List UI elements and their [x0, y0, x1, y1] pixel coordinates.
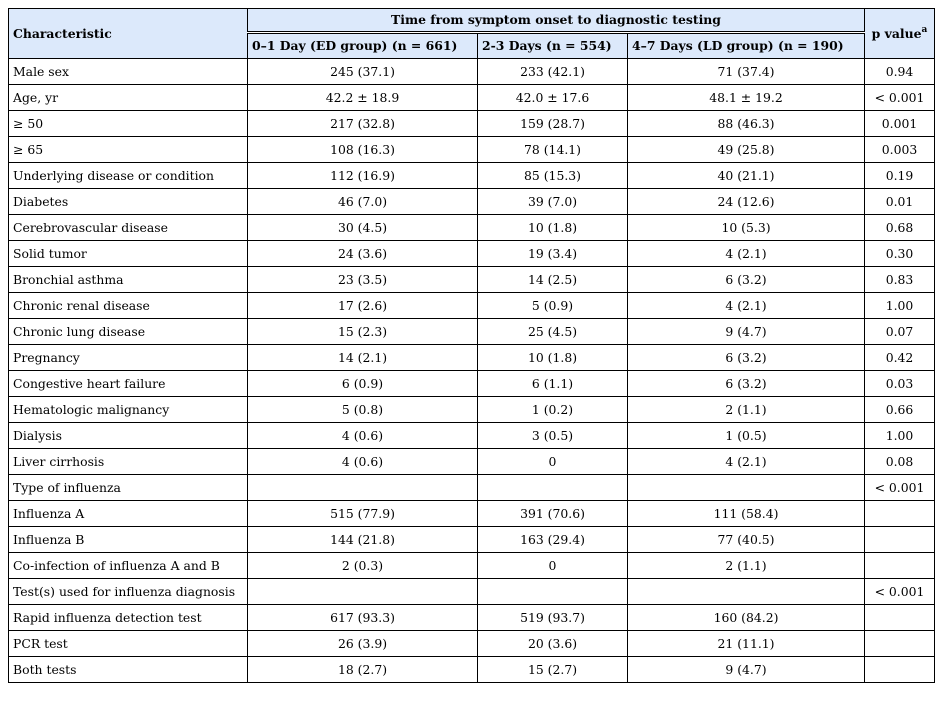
cell-pvalue	[865, 527, 935, 553]
row-label: Both tests	[9, 657, 248, 683]
header-pvalue-sup: a	[921, 25, 928, 35]
table-row	[9, 501, 935, 527]
cell-2-3-days	[478, 475, 628, 501]
table-row	[9, 657, 935, 683]
cell-ed-group	[248, 579, 478, 605]
cell-ed-group: 23 (3.5)	[248, 267, 478, 293]
cell-ld-group: 4 (2.1)	[628, 293, 865, 319]
cell-ld-group: 4 (2.1)	[628, 241, 865, 267]
cell-ed-group: 30 (4.5)	[248, 215, 478, 241]
cell-pvalue: 0.08	[865, 449, 935, 475]
cell-ld-group	[628, 579, 865, 605]
cell-pvalue: 0.19	[865, 163, 935, 189]
cell-pvalue: < 0.001	[865, 475, 935, 501]
row-label: Underlying disease or condition	[9, 163, 248, 189]
cell-pvalue	[865, 501, 935, 527]
cell-pvalue: 0.66	[865, 397, 935, 423]
cell-ed-group: 18 (2.7)	[248, 657, 478, 683]
row-label: Rapid influenza detection test	[9, 605, 248, 631]
row-label: Chronic lung disease	[9, 319, 248, 345]
row-label: Co-infection of influenza A and B	[9, 553, 248, 579]
cell-ed-group: 245 (37.1)	[248, 59, 478, 85]
row-label: Influenza B	[9, 527, 248, 553]
cell-2-3-days: 25 (4.5)	[478, 319, 628, 345]
table-row	[9, 423, 935, 449]
cell-2-3-days: 391 (70.6)	[478, 501, 628, 527]
table-row	[9, 241, 935, 267]
cell-ld-group: 9 (4.7)	[628, 319, 865, 345]
cell-ld-group: 71 (37.4)	[628, 59, 865, 85]
header-pvalue-text: p value	[871, 26, 922, 41]
cell-2-3-days: 0	[478, 553, 628, 579]
table-row	[9, 319, 935, 345]
cell-ld-group: 1 (0.5)	[628, 423, 865, 449]
cell-pvalue: 0.94	[865, 59, 935, 85]
cell-2-3-days: 42.0 ± 17.6	[478, 85, 628, 111]
cell-pvalue: 0.003	[865, 137, 935, 163]
cell-ed-group: 42.2 ± 18.9	[248, 85, 478, 111]
table-row	[9, 475, 935, 501]
cell-ed-group: 26 (3.9)	[248, 631, 478, 657]
cell-ld-group: 6 (3.2)	[628, 345, 865, 371]
row-label: Congestive heart failure	[9, 371, 248, 397]
cell-2-3-days: 3 (0.5)	[478, 423, 628, 449]
cell-2-3-days: 15 (2.7)	[478, 657, 628, 683]
table-row	[9, 449, 935, 475]
row-label: Age, yr	[9, 85, 248, 111]
cell-pvalue: 0.07	[865, 319, 935, 345]
cell-ld-group: 49 (25.8)	[628, 137, 865, 163]
table-row	[9, 631, 935, 657]
row-label: ≥ 65	[9, 137, 248, 163]
cell-ed-group: 217 (32.8)	[248, 111, 478, 137]
cell-ld-group: 6 (3.2)	[628, 371, 865, 397]
cell-2-3-days: 163 (29.4)	[478, 527, 628, 553]
table-row	[9, 371, 935, 397]
header-pvalue	[865, 9, 935, 59]
table-row	[9, 111, 935, 137]
cell-ed-group: 5 (0.8)	[248, 397, 478, 423]
cell-ld-group: 88 (46.3)	[628, 111, 865, 137]
table-row	[9, 189, 935, 215]
cell-ed-group: 4 (0.6)	[248, 423, 478, 449]
cell-pvalue	[865, 657, 935, 683]
characteristics-table	[8, 8, 935, 683]
cell-ed-group: 15 (2.3)	[248, 319, 478, 345]
cell-ld-group: 24 (12.6)	[628, 189, 865, 215]
cell-ld-group: 2 (1.1)	[628, 553, 865, 579]
row-label: Solid tumor	[9, 241, 248, 267]
row-label: Hematologic malignancy	[9, 397, 248, 423]
cell-ed-group: 515 (77.9)	[248, 501, 478, 527]
cell-2-3-days: 14 (2.5)	[478, 267, 628, 293]
cell-ld-group: 40 (21.1)	[628, 163, 865, 189]
row-label: Pregnancy	[9, 345, 248, 371]
header-col-2-3-days: 2-3 Days (n = 554)	[478, 33, 628, 59]
cell-2-3-days: 39 (7.0)	[478, 189, 628, 215]
cell-2-3-days: 233 (42.1)	[478, 59, 628, 85]
cell-ld-group: 48.1 ± 19.2	[628, 85, 865, 111]
cell-2-3-days: 5 (0.9)	[478, 293, 628, 319]
cell-pvalue: 0.001	[865, 111, 935, 137]
cell-pvalue: 0.30	[865, 241, 935, 267]
header-group-title: Time from symptom onset to diagnostic testing	[248, 9, 865, 33]
cell-pvalue: < 0.001	[865, 85, 935, 111]
cell-pvalue	[865, 605, 935, 631]
row-label: Type of influenza	[9, 475, 248, 501]
cell-pvalue	[865, 553, 935, 579]
cell-ld-group: 77 (40.5)	[628, 527, 865, 553]
table-body	[9, 59, 935, 683]
row-label: Chronic renal disease	[9, 293, 248, 319]
row-label: Cerebrovascular disease	[9, 215, 248, 241]
cell-ed-group: 46 (7.0)	[248, 189, 478, 215]
cell-2-3-days: 20 (3.6)	[478, 631, 628, 657]
cell-ld-group: 9 (4.7)	[628, 657, 865, 683]
cell-ed-group: 24 (3.6)	[248, 241, 478, 267]
row-label: Liver cirrhosis	[9, 449, 248, 475]
cell-ld-group	[628, 475, 865, 501]
table-row	[9, 59, 935, 85]
table-row	[9, 345, 935, 371]
cell-pvalue: 1.00	[865, 293, 935, 319]
table-row	[9, 293, 935, 319]
cell-ed-group: 4 (0.6)	[248, 449, 478, 475]
cell-pvalue	[865, 631, 935, 657]
cell-2-3-days: 159 (28.7)	[478, 111, 628, 137]
cell-ed-group: 2 (0.3)	[248, 553, 478, 579]
cell-pvalue: 0.01	[865, 189, 935, 215]
cell-pvalue: 0.83	[865, 267, 935, 293]
cell-2-3-days: 10 (1.8)	[478, 215, 628, 241]
cell-ed-group: 112 (16.9)	[248, 163, 478, 189]
cell-ed-group: 14 (2.1)	[248, 345, 478, 371]
cell-ld-group: 10 (5.3)	[628, 215, 865, 241]
table-row	[9, 579, 935, 605]
cell-2-3-days: 6 (1.1)	[478, 371, 628, 397]
cell-2-3-days: 85 (15.3)	[478, 163, 628, 189]
row-label: PCR test	[9, 631, 248, 657]
row-label: Test(s) used for influenza diagnosis	[9, 579, 248, 605]
cell-pvalue: 0.03	[865, 371, 935, 397]
cell-ld-group: 6 (3.2)	[628, 267, 865, 293]
cell-pvalue: 1.00	[865, 423, 935, 449]
table-row	[9, 553, 935, 579]
header-col-ed-group: 0–1 Day (ED group) (n = 661)	[248, 33, 478, 59]
cell-2-3-days	[478, 579, 628, 605]
header-col-ld-group: 4–7 Days (LD group) (n = 190)	[628, 33, 865, 59]
row-label: Diabetes	[9, 189, 248, 215]
header-characteristic: Characteristic	[9, 9, 248, 59]
cell-ed-group: 108 (16.3)	[248, 137, 478, 163]
cell-ld-group: 21 (11.1)	[628, 631, 865, 657]
table-row	[9, 137, 935, 163]
table-row	[9, 215, 935, 241]
cell-2-3-days: 10 (1.8)	[478, 345, 628, 371]
table-row	[9, 163, 935, 189]
table-container	[8, 8, 935, 683]
cell-ld-group: 4 (2.1)	[628, 449, 865, 475]
row-label: Male sex	[9, 59, 248, 85]
cell-ld-group: 2 (1.1)	[628, 397, 865, 423]
cell-pvalue: 0.68	[865, 215, 935, 241]
table-row	[9, 397, 935, 423]
table-row	[9, 267, 935, 293]
cell-2-3-days: 78 (14.1)	[478, 137, 628, 163]
table-row	[9, 85, 935, 111]
row-label: ≥ 50	[9, 111, 248, 137]
row-label: Dialysis	[9, 423, 248, 449]
cell-ed-group: 144 (21.8)	[248, 527, 478, 553]
table-row	[9, 527, 935, 553]
cell-ld-group: 160 (84.2)	[628, 605, 865, 631]
cell-ed-group: 617 (93.3)	[248, 605, 478, 631]
cell-pvalue: < 0.001	[865, 579, 935, 605]
table-row	[9, 605, 935, 631]
cell-2-3-days: 1 (0.2)	[478, 397, 628, 423]
cell-2-3-days: 0	[478, 449, 628, 475]
cell-ed-group: 17 (2.6)	[248, 293, 478, 319]
cell-ed-group	[248, 475, 478, 501]
cell-2-3-days: 519 (93.7)	[478, 605, 628, 631]
row-label: Bronchial asthma	[9, 267, 248, 293]
row-label: Influenza A	[9, 501, 248, 527]
cell-ld-group: 111 (58.4)	[628, 501, 865, 527]
cell-2-3-days: 19 (3.4)	[478, 241, 628, 267]
cell-pvalue: 0.42	[865, 345, 935, 371]
header-row-top	[9, 9, 935, 33]
cell-ed-group: 6 (0.9)	[248, 371, 478, 397]
